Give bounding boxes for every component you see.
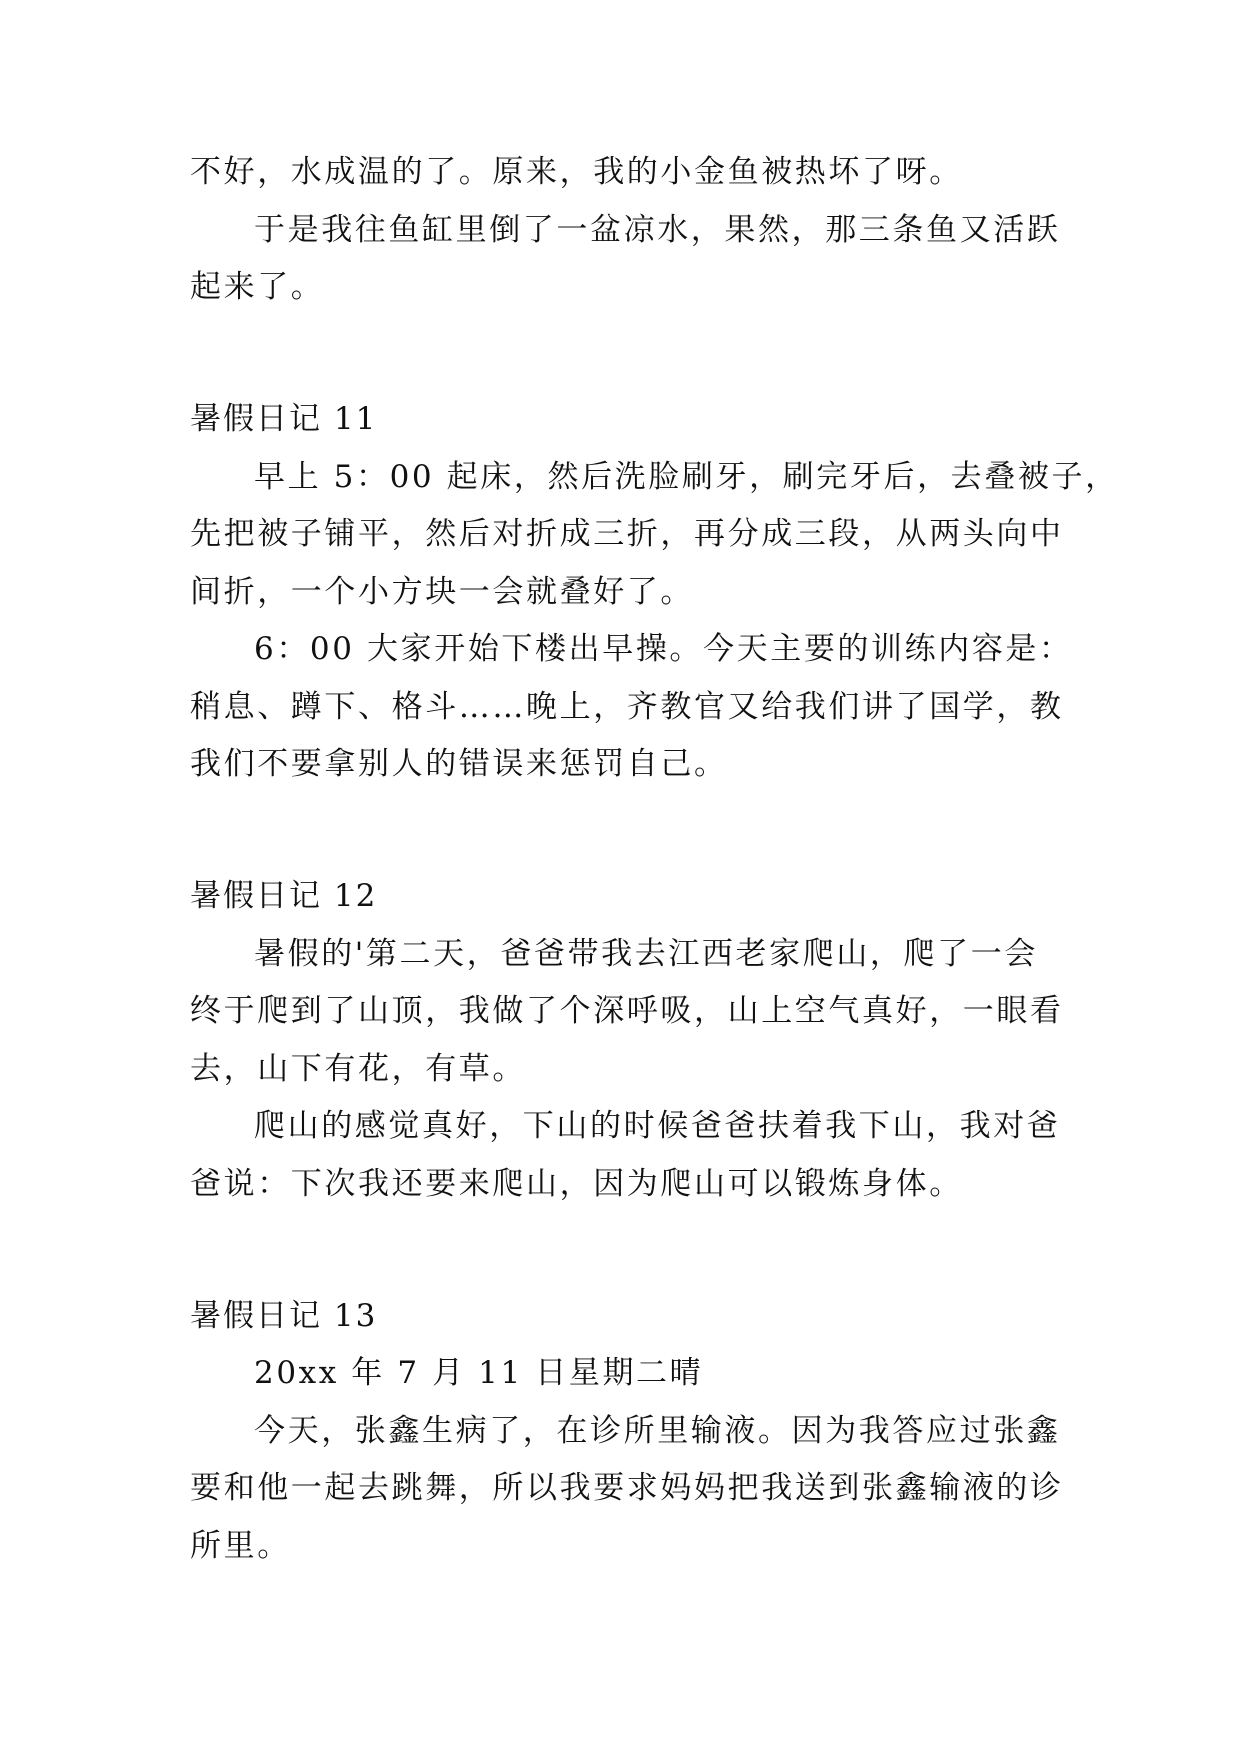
- diary-heading-12: 暑假日记 12: [190, 878, 378, 914]
- diary-date-line: 20xx 年 7 月 11 日星期二晴: [254, 1355, 704, 1391]
- body-line: 间折，一个小方块一会就叠好了。: [190, 574, 694, 610]
- body-line: 所里。: [190, 1528, 291, 1564]
- diary-heading-11: 暑假日记 11: [190, 401, 378, 437]
- body-line: 爸说：下次我还要来爬山，因为爬山可以锻炼身体。: [190, 1166, 963, 1202]
- paragraph-first-line: 暑假的'第二天，爸爸带我去江西老家爬山，爬了一会: [254, 936, 1038, 972]
- paragraph-first-line: 于是我往鱼缸里倒了一盆凉水，果然，那三条鱼又活跃: [254, 212, 1061, 248]
- paragraph-first-line: 今天，张鑫生病了，在诊所里输液。因为我答应过张鑫: [254, 1413, 1061, 1449]
- paragraph-first-line: 早上 5：00 起床，然后洗脸刷牙，刷完牙后，去叠被子，: [254, 459, 1119, 495]
- diary-heading-13: 暑假日记 13: [190, 1298, 378, 1334]
- body-line: 起来了。: [190, 269, 325, 305]
- body-line: 不好，水成温的了。原来，我的小金鱼被热坏了呀。: [190, 154, 963, 190]
- body-line: 我们不要拿别人的错误来惩罚自己。: [190, 746, 728, 782]
- body-line: 去，山下有花，有草。: [190, 1051, 526, 1087]
- body-line: 先把被子铺平，然后对折成三折，再分成三段，从两头向中: [190, 516, 1064, 552]
- paragraph-first-line: 爬山的感觉真好，下山的时候爸爸扶着我下山，我对爸: [254, 1108, 1061, 1144]
- paragraph-first-line: 6：00 大家开始下楼出早操。今天主要的训练内容是：: [254, 631, 1073, 667]
- body-line: 终于爬到了山顶，我做了个深呼吸，山上空气真好，一眼看: [190, 993, 1064, 1029]
- body-line: 要和他一起去跳舞，所以我要求妈妈把我送到张鑫输液的诊: [190, 1470, 1064, 1506]
- body-line: 稍息、蹲下、格斗……晚上，齐教官又给我们讲了国学，教: [190, 689, 1064, 725]
